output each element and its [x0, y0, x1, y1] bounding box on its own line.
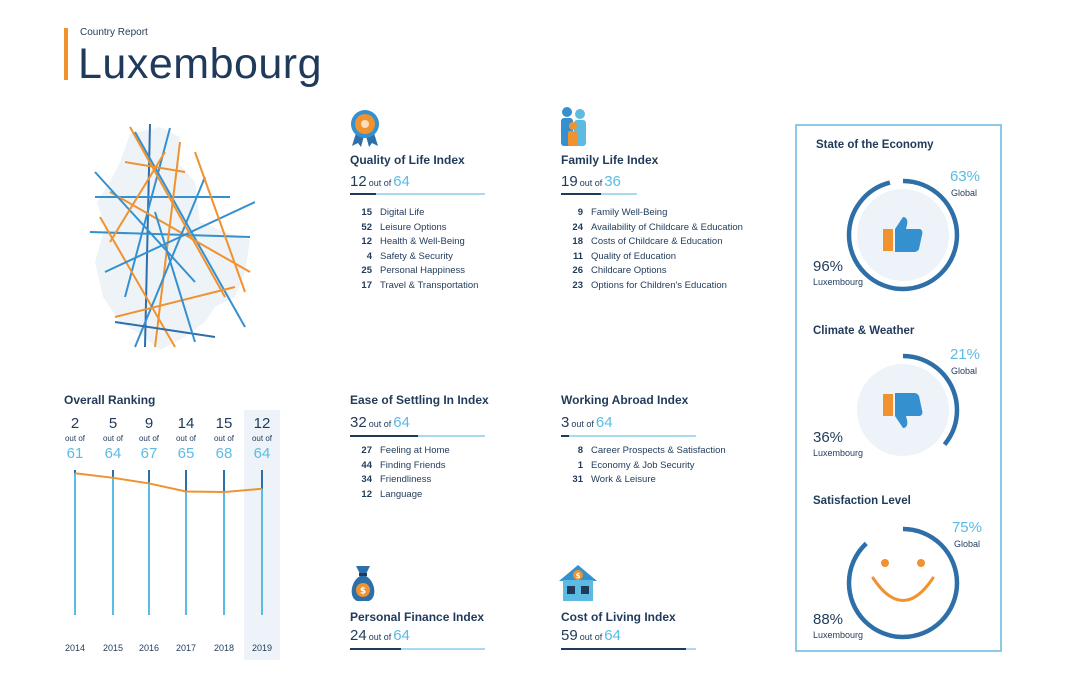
economy-ring-gauge — [843, 175, 963, 295]
climate-title: Climate & Weather — [813, 325, 915, 337]
svg-text:$: $ — [575, 572, 581, 580]
report-label: Country Report — [80, 27, 148, 38]
list-item: 9 Family Well-Being — [577, 207, 668, 218]
quality-of-life-total: 64 — [393, 173, 410, 190]
list-item: 17 Travel & Transportation — [361, 279, 479, 291]
ranking-rank: 12 — [253, 415, 271, 432]
ranking-year-2014: 2014 — [64, 643, 86, 653]
cost-of-living-rank-value: 59 — [561, 627, 578, 644]
quality-of-life-outof: out of — [368, 178, 392, 188]
personal-finance-rank-value: 24 — [350, 627, 367, 644]
climate-global-pct: 21% — [949, 346, 980, 363]
satisfaction-global-label: Global — [953, 539, 980, 549]
ranking-total: 67 — [140, 445, 158, 462]
list-item: 1 Economy & Job Security — [577, 459, 695, 471]
list-item: 11 Quality of Education — [572, 250, 677, 262]
svg-text:$: $ — [359, 586, 367, 597]
list-item: 27 Feeling at Home — [361, 445, 450, 456]
ranking-total: 68 — [215, 445, 233, 462]
cost-of-living-title: Cost of Living Index — [561, 610, 676, 624]
ranking-rank: 9 — [144, 415, 154, 432]
ranking-trend-line — [75, 473, 262, 492]
family-life-total: 36 — [604, 173, 621, 190]
satisfaction-ring-gauge — [843, 523, 963, 643]
list-item: 8 Career Prospects & Satisfaction — [577, 445, 726, 456]
ranking-year-2018: 2018 — [213, 643, 235, 653]
list-item: 4 Safety & Security — [366, 250, 453, 262]
ranking-outof: out of — [251, 434, 272, 443]
economy-title: State of the Economy — [816, 139, 934, 151]
quality-of-life-title: Quality of Life Index — [350, 153, 465, 167]
ranking-outof: out of — [64, 434, 85, 443]
ranking-year-2016: 2016 — [138, 643, 160, 653]
ranking-total: 64 — [253, 445, 271, 462]
climate-ring-gauge — [843, 350, 963, 470]
ranking-total: 65 — [177, 445, 195, 462]
ranking-rank: 15 — [215, 415, 233, 432]
economy-global-pct: 63% — [949, 168, 980, 185]
personal-finance-total: 64 — [393, 627, 410, 644]
ranking-outof: out of — [138, 434, 159, 443]
personal-finance-outof: out of — [368, 632, 392, 642]
economy-global-label: Global — [950, 188, 977, 198]
ranking-outof: out of — [213, 434, 234, 443]
ease-of-settling-outof: out of — [368, 419, 392, 429]
ease-of-settling-title: Ease of Settling In Index — [350, 393, 489, 407]
economy-lux-pct: 96% — [813, 258, 844, 275]
satisfaction-lux-pct: 88% — [813, 611, 844, 628]
ranking-rank: 14 — [177, 415, 195, 432]
ranking-year-2017: 2017 — [175, 643, 197, 653]
page-title: Luxembourg — [78, 40, 323, 88]
list-item: 12 Language — [361, 488, 423, 500]
smiley-icon — [873, 559, 933, 601]
list-item: 15 Digital Life — [361, 207, 425, 218]
list-item: 23 Options for Children's Education — [572, 279, 727, 291]
list-item: 18 Costs of Childcare & Education — [572, 236, 723, 248]
cost-of-living-outof: out of — [579, 632, 603, 642]
list-item: 44 Finding Friends — [361, 459, 446, 471]
ranking-rank: 2 — [70, 415, 80, 432]
list-item: 31 Work & Leisure — [572, 474, 656, 486]
working-abroad-total: 64 — [595, 414, 613, 431]
list-item: 24 Availability of Childcare & Education — [572, 221, 743, 233]
family-life-rank-value: 19 — [561, 173, 578, 190]
ranking-year-2019: 2019 — [251, 643, 273, 653]
overall-ranking-title: Overall Ranking — [64, 393, 156, 407]
list-item: 52 Leisure Options — [361, 221, 447, 233]
ranking-rank: 5 — [108, 415, 118, 432]
economy-lux-label: Luxembourg — [813, 277, 864, 287]
working-abroad-title: Working Abroad Index — [561, 393, 689, 407]
ranking-outof: out of — [175, 434, 196, 443]
climate-lux-label: Luxembourg — [813, 448, 864, 458]
working-abroad-rank-value: 3 — [561, 414, 570, 431]
climate-global-label: Global — [950, 366, 977, 376]
ranking-year-2015: 2015 — [102, 643, 124, 653]
ranking-total: 64 — [104, 445, 122, 462]
list-item: 12 Health & Well-Being — [361, 236, 465, 248]
climate-lux-pct: 36% — [813, 429, 844, 446]
ranking-total: 61 — [66, 445, 84, 462]
cost-of-living-total: 64 — [604, 627, 621, 644]
ease-of-settling-total: 64 — [393, 414, 410, 431]
satisfaction-title: Satisfaction Level — [813, 495, 911, 507]
list-item: 25 Personal Happiness — [361, 265, 466, 277]
list-item: 34 Friendliness — [361, 474, 432, 486]
ease-of-settling-rank-value: 32 — [350, 414, 367, 431]
family-life-title: Family Life Index — [561, 153, 659, 167]
quality-of-life-rank-value: 12 — [350, 173, 367, 190]
personal-finance-title: Personal Finance Index — [350, 610, 485, 624]
family-life-outof: out of — [579, 178, 603, 188]
working-abroad-outof: out of — [571, 419, 594, 429]
satisfaction-lux-label: Luxembourg — [813, 630, 864, 640]
ranking-outof: out of — [102, 434, 123, 443]
satisfaction-global-pct: 75% — [951, 519, 982, 536]
list-item: 26 Childcare Options — [572, 265, 667, 277]
